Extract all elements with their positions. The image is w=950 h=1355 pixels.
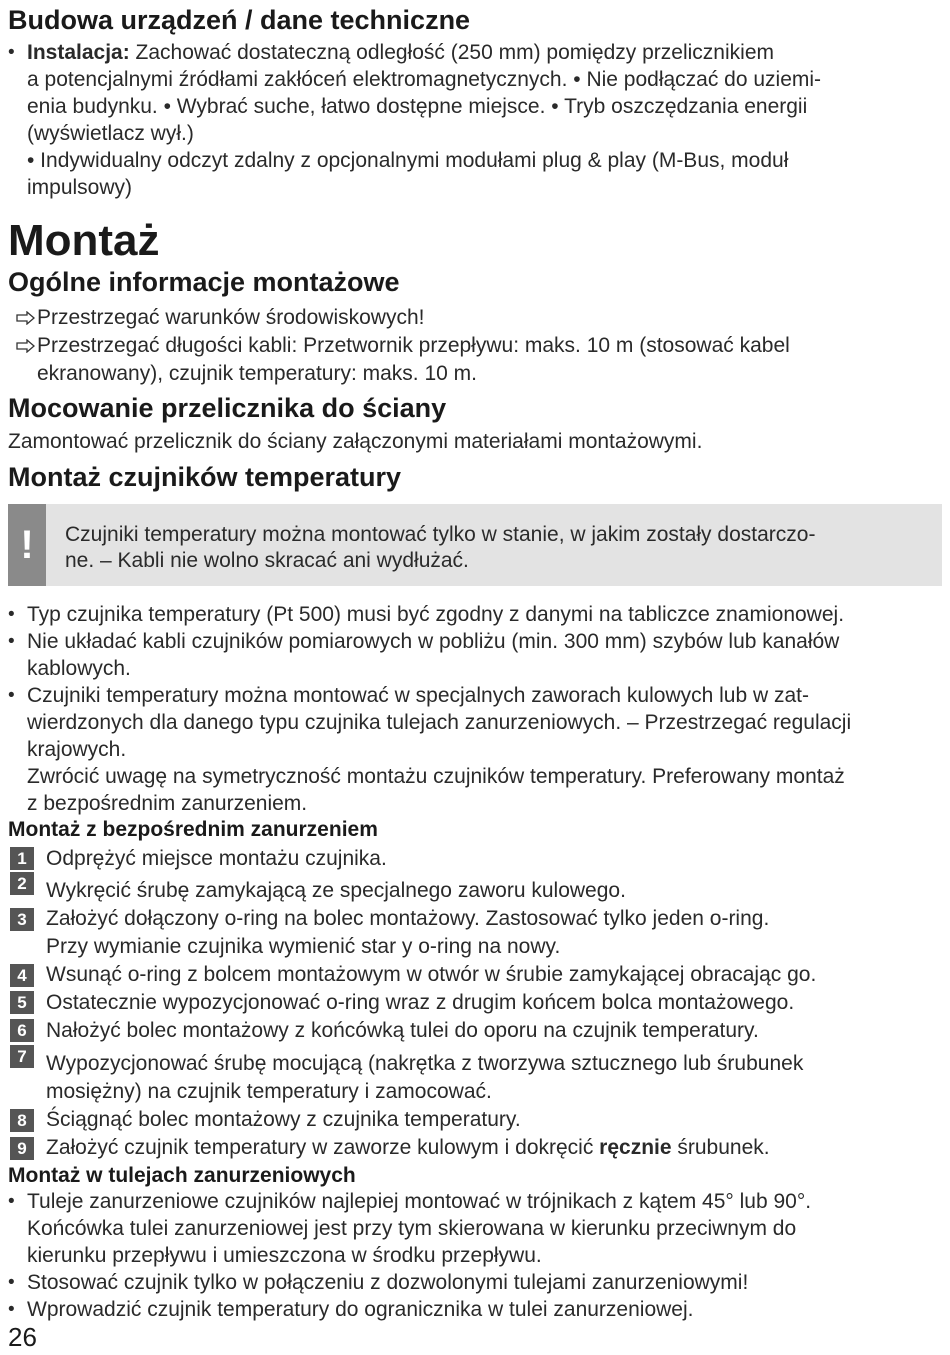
bullet-text: Nie układać kabli czujników pomiarowych w pobliżu (min. 300 mm) szybów lub kanałów xyxy=(27,630,840,653)
installation-line: a potencjalnymi źródłami zakłóceń elektromagnetycznych. • Nie podłączać do uziemi- xyxy=(27,68,822,91)
bullet-icon: • xyxy=(8,604,15,625)
bullet-text: wierdzonych dla danego typu czujnika tulejach zanurzeniowych. – Przestrzegać regulacji xyxy=(27,711,852,734)
wall-mount-text: Zamontować przelicznik do ściany załączonymi materiałami montażowymi. xyxy=(8,430,703,453)
installation-label: Instalacja: xyxy=(27,41,130,64)
arrow-right-icon xyxy=(16,311,36,325)
step-text: Wypozycjonować śrubę mocującą (nakrętka z tworzywa sztucznego lub śrubunek xyxy=(46,1052,804,1075)
installation-line: enia budynku. • Wybrać suche, łatwo dostępne miejsce. • Tryb oszczędzania energii xyxy=(27,95,808,118)
step-text: Odprężyć miejsce montażu czujnika. xyxy=(46,847,387,870)
bullet-text: krajowych. xyxy=(27,738,127,761)
list-item xyxy=(8,332,943,360)
step-number-badge: 8 xyxy=(10,1109,34,1132)
subsection-title-direct-immersion: Montaż z bezpośrednim zanurzeniem xyxy=(8,818,378,841)
wells-list xyxy=(8,1188,948,1323)
bullet-text: kierunku przepływu i umieszczona w środku przepływu. xyxy=(27,1244,542,1267)
installation-line: (wyświetlacz wył.) xyxy=(27,122,194,145)
warning-text-line: ne. – Kabli nie wolno skracać ani wydłużać. xyxy=(65,549,469,572)
list-item xyxy=(8,601,948,628)
step-number-badge: 3 xyxy=(10,908,34,931)
installation-paragraph xyxy=(8,39,943,201)
bullet-text: z bezpośrednim zanurzeniem. xyxy=(27,792,308,815)
emphasis-text: ręcznie xyxy=(599,1136,672,1159)
bullet-icon: • xyxy=(8,1272,15,1293)
step-number-badge: 7 xyxy=(10,1045,34,1068)
warning-exclamation-icon: ! xyxy=(8,504,46,586)
list-item xyxy=(8,1269,948,1296)
installation-text: Zachować dostateczną odległość (250 mm) pomiędzy przelicznikiem xyxy=(129,41,774,64)
bullet-icon: • xyxy=(8,1299,15,1320)
step-text: mosiężny) na czujnik temperatury i zamocować. xyxy=(46,1080,492,1103)
general-item-text: ekranowany), czujnik temperatury: maks. 10 m. xyxy=(37,362,477,385)
bullet-text: Typ czujnika temperatury (Pt 500) musi być zgodny z danymi na tabliczce znamionowej. xyxy=(27,603,845,626)
step-text: Ściągnąć bolec montażowy z czujnika temperatury. xyxy=(46,1108,521,1131)
bullet-icon: • xyxy=(8,631,15,652)
subsection-title-immersion-wells: Montaż w tulejach zanurzeniowych xyxy=(8,1164,356,1187)
list-item xyxy=(8,682,948,709)
general-item-text: Przestrzegać długości kabli: Przetwornik przepływu: maks. 10 m (stosować kabel xyxy=(37,334,790,357)
bullet-icon: • xyxy=(8,685,15,706)
step-number-badge: 6 xyxy=(10,1019,34,1042)
general-info-list xyxy=(8,304,943,387)
list-item xyxy=(8,628,948,655)
bullet-text: Tuleje zanurzeniowe czujników najlepiej montować w trójnikach z kątem 45° lub 90°. xyxy=(27,1190,812,1213)
list-item xyxy=(8,304,943,332)
step-text: Nałożyć bolec montażowy z końcówką tulei do oporu na czujnik temperatury. xyxy=(46,1019,759,1042)
list-item xyxy=(8,1296,948,1323)
step-number-badge: 4 xyxy=(10,964,34,987)
warning-box xyxy=(8,504,942,586)
step-text: Wsunąć o-ring z bolcem montażowym w otwór w śrubie zamykającej obracając go. xyxy=(46,963,817,986)
arrow-right-icon xyxy=(16,339,36,353)
bullet-text: Zwrócić uwagę na symetryczność montażu czujników temperatury. Preferowany montaż xyxy=(27,765,845,788)
bullet-text: kablowych. xyxy=(27,657,131,680)
sensor-bullet-list xyxy=(8,601,948,817)
step-number-badge: 9 xyxy=(10,1137,34,1160)
installation-line: • Indywidualny odczyt zdalny z opcjonalnymi modułami plug & play (M-Bus, moduł xyxy=(27,149,789,172)
bullet-text: Wprowadzić czujnik temperatury do ogranicznika w tulei zanurzeniowej. xyxy=(27,1298,694,1321)
list-item xyxy=(8,1188,948,1215)
page-number: 26 xyxy=(8,1322,37,1352)
step-text: Założyć dołączony o-ring na bolec montażowy. Zastosować tylko jeden o-ring. xyxy=(46,907,770,930)
step-number-badge: 5 xyxy=(10,991,34,1014)
section-title-wall-mount: Mocowanie przelicznika do ściany xyxy=(8,393,447,423)
step-text: Założyć czujnik temperatury w zaworze kulowym i dokręcić ręcznie śrubunek. xyxy=(46,1136,770,1159)
general-item-text: Przestrzegać warunków środowiskowych! xyxy=(37,306,425,329)
section-title-general-info: Ogólne informacje montażowe xyxy=(8,267,400,297)
bullet-icon: • xyxy=(8,1191,15,1212)
step-text: Ostatecznie wypozycjonować o-ring wraz z drugim końcem bolca montażowego. xyxy=(46,991,795,1014)
step-number-badge: 2 xyxy=(10,872,34,895)
section-title-device-structure: Budowa urządzeń / dane techniczne xyxy=(8,5,471,35)
section-title-sensor-mount: Montaż czujników temperatury xyxy=(8,462,402,492)
bullet-icon: • xyxy=(8,42,15,63)
bullet-text: Końcówka tulei zanurzeniowej jest przy tym skierowana w kierunku przeciwnym do xyxy=(27,1217,797,1240)
chapter-title-montaz: Montaż xyxy=(8,216,160,265)
installation-line: impulsowy) xyxy=(27,176,133,199)
step-number-badge: 1 xyxy=(10,847,34,870)
step-list xyxy=(0,845,950,1161)
bullet-text: Czujniki temperatury można montować w specjalnych zaworach kulowych lub w zat- xyxy=(27,684,809,707)
step-text: Przy wymianie czujnika wymienić star y o-ring na nowy. xyxy=(46,935,561,958)
step-text: Wykręcić śrubę zamykającą ze specjalnego zaworu kulowego. xyxy=(46,879,626,902)
bullet-text: Stosować czujnik tylko w połączeniu z dozwolonymi tulejami zanurzeniowymi! xyxy=(27,1271,749,1294)
warning-text-line: Czujniki temperatury można montować tylko w stanie, w jakim zostały dostarczo- xyxy=(65,523,816,546)
